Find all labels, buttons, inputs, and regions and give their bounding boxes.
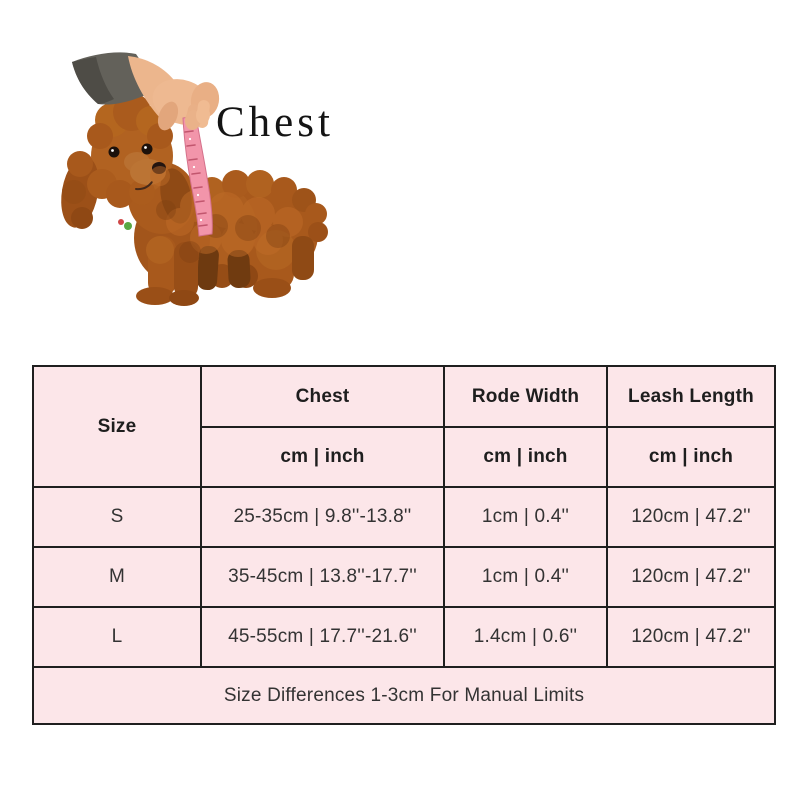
leash-length-unit-header: cm | inch bbox=[607, 427, 775, 487]
leash-length-value: 120cm | 47.2'' bbox=[607, 487, 775, 547]
table-row-size-m bbox=[33, 547, 775, 607]
size-column-header: Size bbox=[33, 366, 201, 487]
table-footer-row bbox=[33, 667, 775, 724]
size-chart-table bbox=[32, 365, 776, 725]
measurement-illustration bbox=[0, 0, 800, 360]
rode-width-value: 1.4cm | 0.6'' bbox=[444, 607, 607, 667]
collar-tag-green bbox=[124, 222, 132, 230]
size-value: S bbox=[33, 487, 201, 547]
size-note: Size Differences 1-3cm For Manual Limits bbox=[33, 667, 775, 724]
chest-measurement-label: Chest bbox=[216, 99, 334, 146]
table-row-size-l bbox=[33, 607, 775, 667]
rode-width-unit-header: cm | inch bbox=[444, 427, 607, 487]
collar-tag-red bbox=[118, 219, 124, 225]
chest-value: 45-55cm | 17.7''-21.6'' bbox=[201, 607, 444, 667]
leash-length-value: 120cm | 47.2'' bbox=[607, 607, 775, 667]
leash-length-column-header: Leash Length bbox=[607, 366, 775, 427]
size-value: M bbox=[33, 547, 201, 607]
chest-unit-header: cm | inch bbox=[201, 427, 444, 487]
rode-width-value: 1cm | 0.4'' bbox=[444, 487, 607, 547]
rode-width-value: 1cm | 0.4'' bbox=[444, 547, 607, 607]
chest-value: 25-35cm | 9.8''-13.8'' bbox=[201, 487, 444, 547]
dog-chest-measurement-icon bbox=[0, 0, 800, 360]
table-header-row bbox=[33, 366, 775, 427]
leash-length-value: 120cm | 47.2'' bbox=[607, 547, 775, 607]
chest-value: 35-45cm | 13.8''-17.7'' bbox=[201, 547, 444, 607]
size-value: L bbox=[33, 607, 201, 667]
chest-column-header: Chest bbox=[201, 366, 444, 427]
table-row-size-s bbox=[33, 487, 775, 547]
rode-width-column-header: Rode Width bbox=[444, 366, 607, 427]
